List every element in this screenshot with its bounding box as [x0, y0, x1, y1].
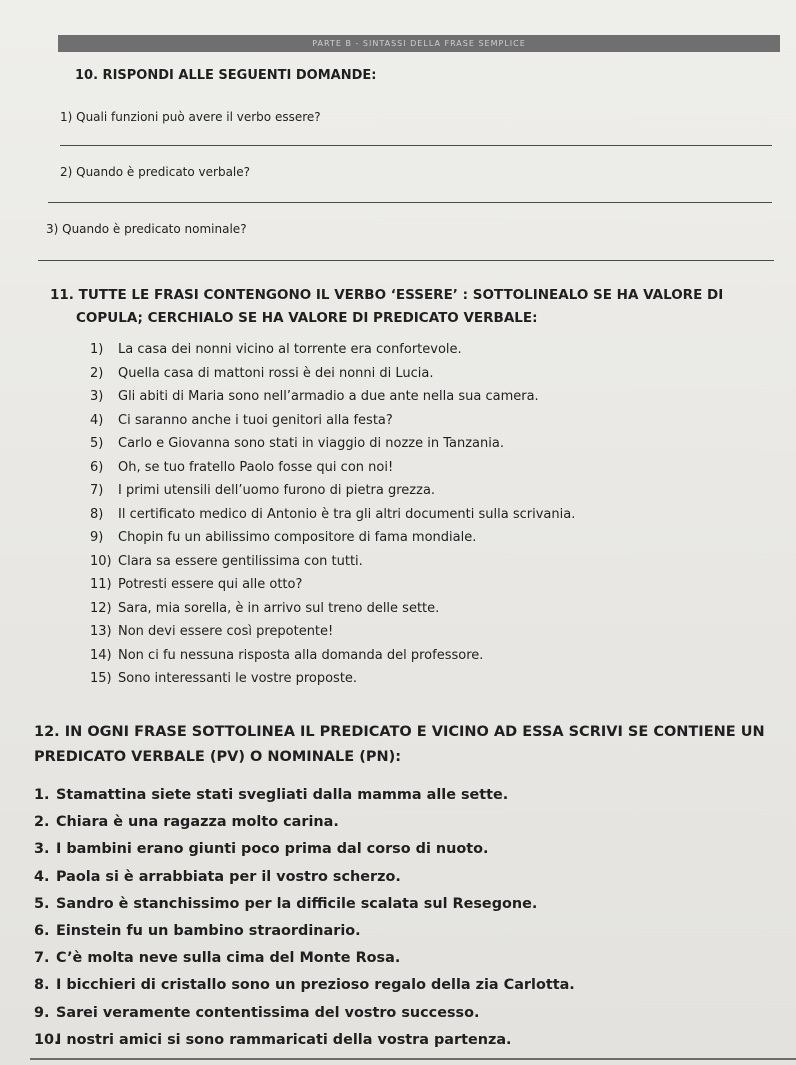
- question-2: 2) Quando è predicato verbale?: [60, 165, 251, 179]
- question-1: 1) Quali funzioni può avere il verbo essere?: [60, 110, 321, 124]
- list-item: 4) Ci saranno anche i tuoi genitori alla festa?: [90, 412, 393, 428]
- list-item: 12) Sara, mia sorella, è in arrivo sul treno delle sette.: [90, 600, 440, 616]
- section-11-heading-line2: COPULA; CERCHIALO SE HA VALORE DI PREDICATO VERBALE:: [76, 310, 538, 326]
- section-11-list: [90, 342, 575, 695]
- list-item: 14) Non ci fu nessuna risposta alla domanda del professore.: [90, 647, 484, 663]
- list-item: 11) Potresti essere qui alle otto?: [90, 577, 303, 592]
- list-item: 5. Sandro è stanchissimo per la difficile scalata sul Resegone.: [34, 895, 538, 912]
- list-item: 3. I bambini erano giunti poco prima dal corso di nuoto.: [34, 841, 489, 858]
- section-12-heading-line2: PREDICATO VERBALE (PV) O NOMINALE (PN):: [34, 749, 402, 765]
- list-item: 7) I primi utensili dell’uomo furono di pietra grezza.: [90, 483, 436, 498]
- list-item: 6) Oh, se tuo fratello Paolo fosse qui con noi!: [90, 459, 394, 475]
- list-item: 8) Il certificato medico di Antonio è tra gli altri documenti sulla scrivania.: [90, 506, 576, 522]
- bottom-rule: [30, 1058, 796, 1060]
- list-item: 7. C’è molta neve sulla cima del Monte Rosa.: [34, 950, 401, 967]
- answer-line-3[interactable]: [38, 260, 774, 261]
- section-11-heading: [50, 284, 723, 330]
- section-12-heading-line1: 12. IN OGNI FRASE SOTTOLINEA IL PREDICATO E VICINO AD ESSA SCRIVI SE CONTIENE UN: [34, 724, 765, 740]
- section-10-title: 10. RISPONDI ALLE SEGUENTI DOMANDE:: [75, 68, 377, 83]
- list-item: 2. Chiara è una ragazza molto carina.: [34, 814, 339, 831]
- answer-line-1[interactable]: [60, 145, 772, 146]
- list-item: 1. Stamattina siete stati svegliati dalla mamma alle sette.: [34, 787, 509, 803]
- list-item: 13) Non devi essere così prepotente!: [90, 624, 334, 639]
- list-item: 4. Paola si è arrabbiata per il vostro scherzo.: [34, 868, 401, 885]
- list-item: 15) Sono interessanti le vostre proposte.: [90, 671, 358, 686]
- list-item: 10) Clara sa essere gentilissima con tutti.: [90, 553, 363, 569]
- list-item: 9) Chopin fu un abilissimo compositore di fama mondiale.: [90, 530, 477, 545]
- question-3: 3) Quando è predicato nominale?: [46, 222, 247, 236]
- list-item: 5) Carlo e Giovanna sono stati in viaggio di nozze in Tanzania.: [90, 436, 504, 451]
- section-12-list: [34, 787, 575, 1059]
- list-item: 3) Gli abiti di Maria sono nell’armadio a due ante nella sua camera.: [90, 389, 539, 404]
- header-bar: PARTE B - SINTASSI DELLA FRASE SEMPLICE: [58, 35, 780, 52]
- section-12-heading: [34, 720, 765, 770]
- list-item: 1) La casa dei nonni vicino al torrente era confortevole.: [90, 342, 462, 357]
- list-item: 10.I nostri amici si sono rammaricati della vostra partenza.: [34, 1031, 512, 1048]
- section-11-heading-line1: 11. TUTTE LE FRASI CONTENGONO IL VERBO ‘ESSERE’ : SOTTOLINEALO SE HA VALORE DI: [50, 287, 724, 303]
- list-item: 2) Quella casa di mattoni rossi è dei nonni di Lucia.: [90, 365, 434, 381]
- list-item: 9. Sarei veramente contentissima del vostro successo.: [34, 1004, 480, 1021]
- list-item: 8. I bicchieri di cristallo sono un prezioso regalo della zia Carlotta.: [34, 977, 575, 994]
- answer-line-2[interactable]: [48, 202, 772, 203]
- list-item: 6. Einstein fu un bambino straordinario.: [34, 922, 361, 939]
